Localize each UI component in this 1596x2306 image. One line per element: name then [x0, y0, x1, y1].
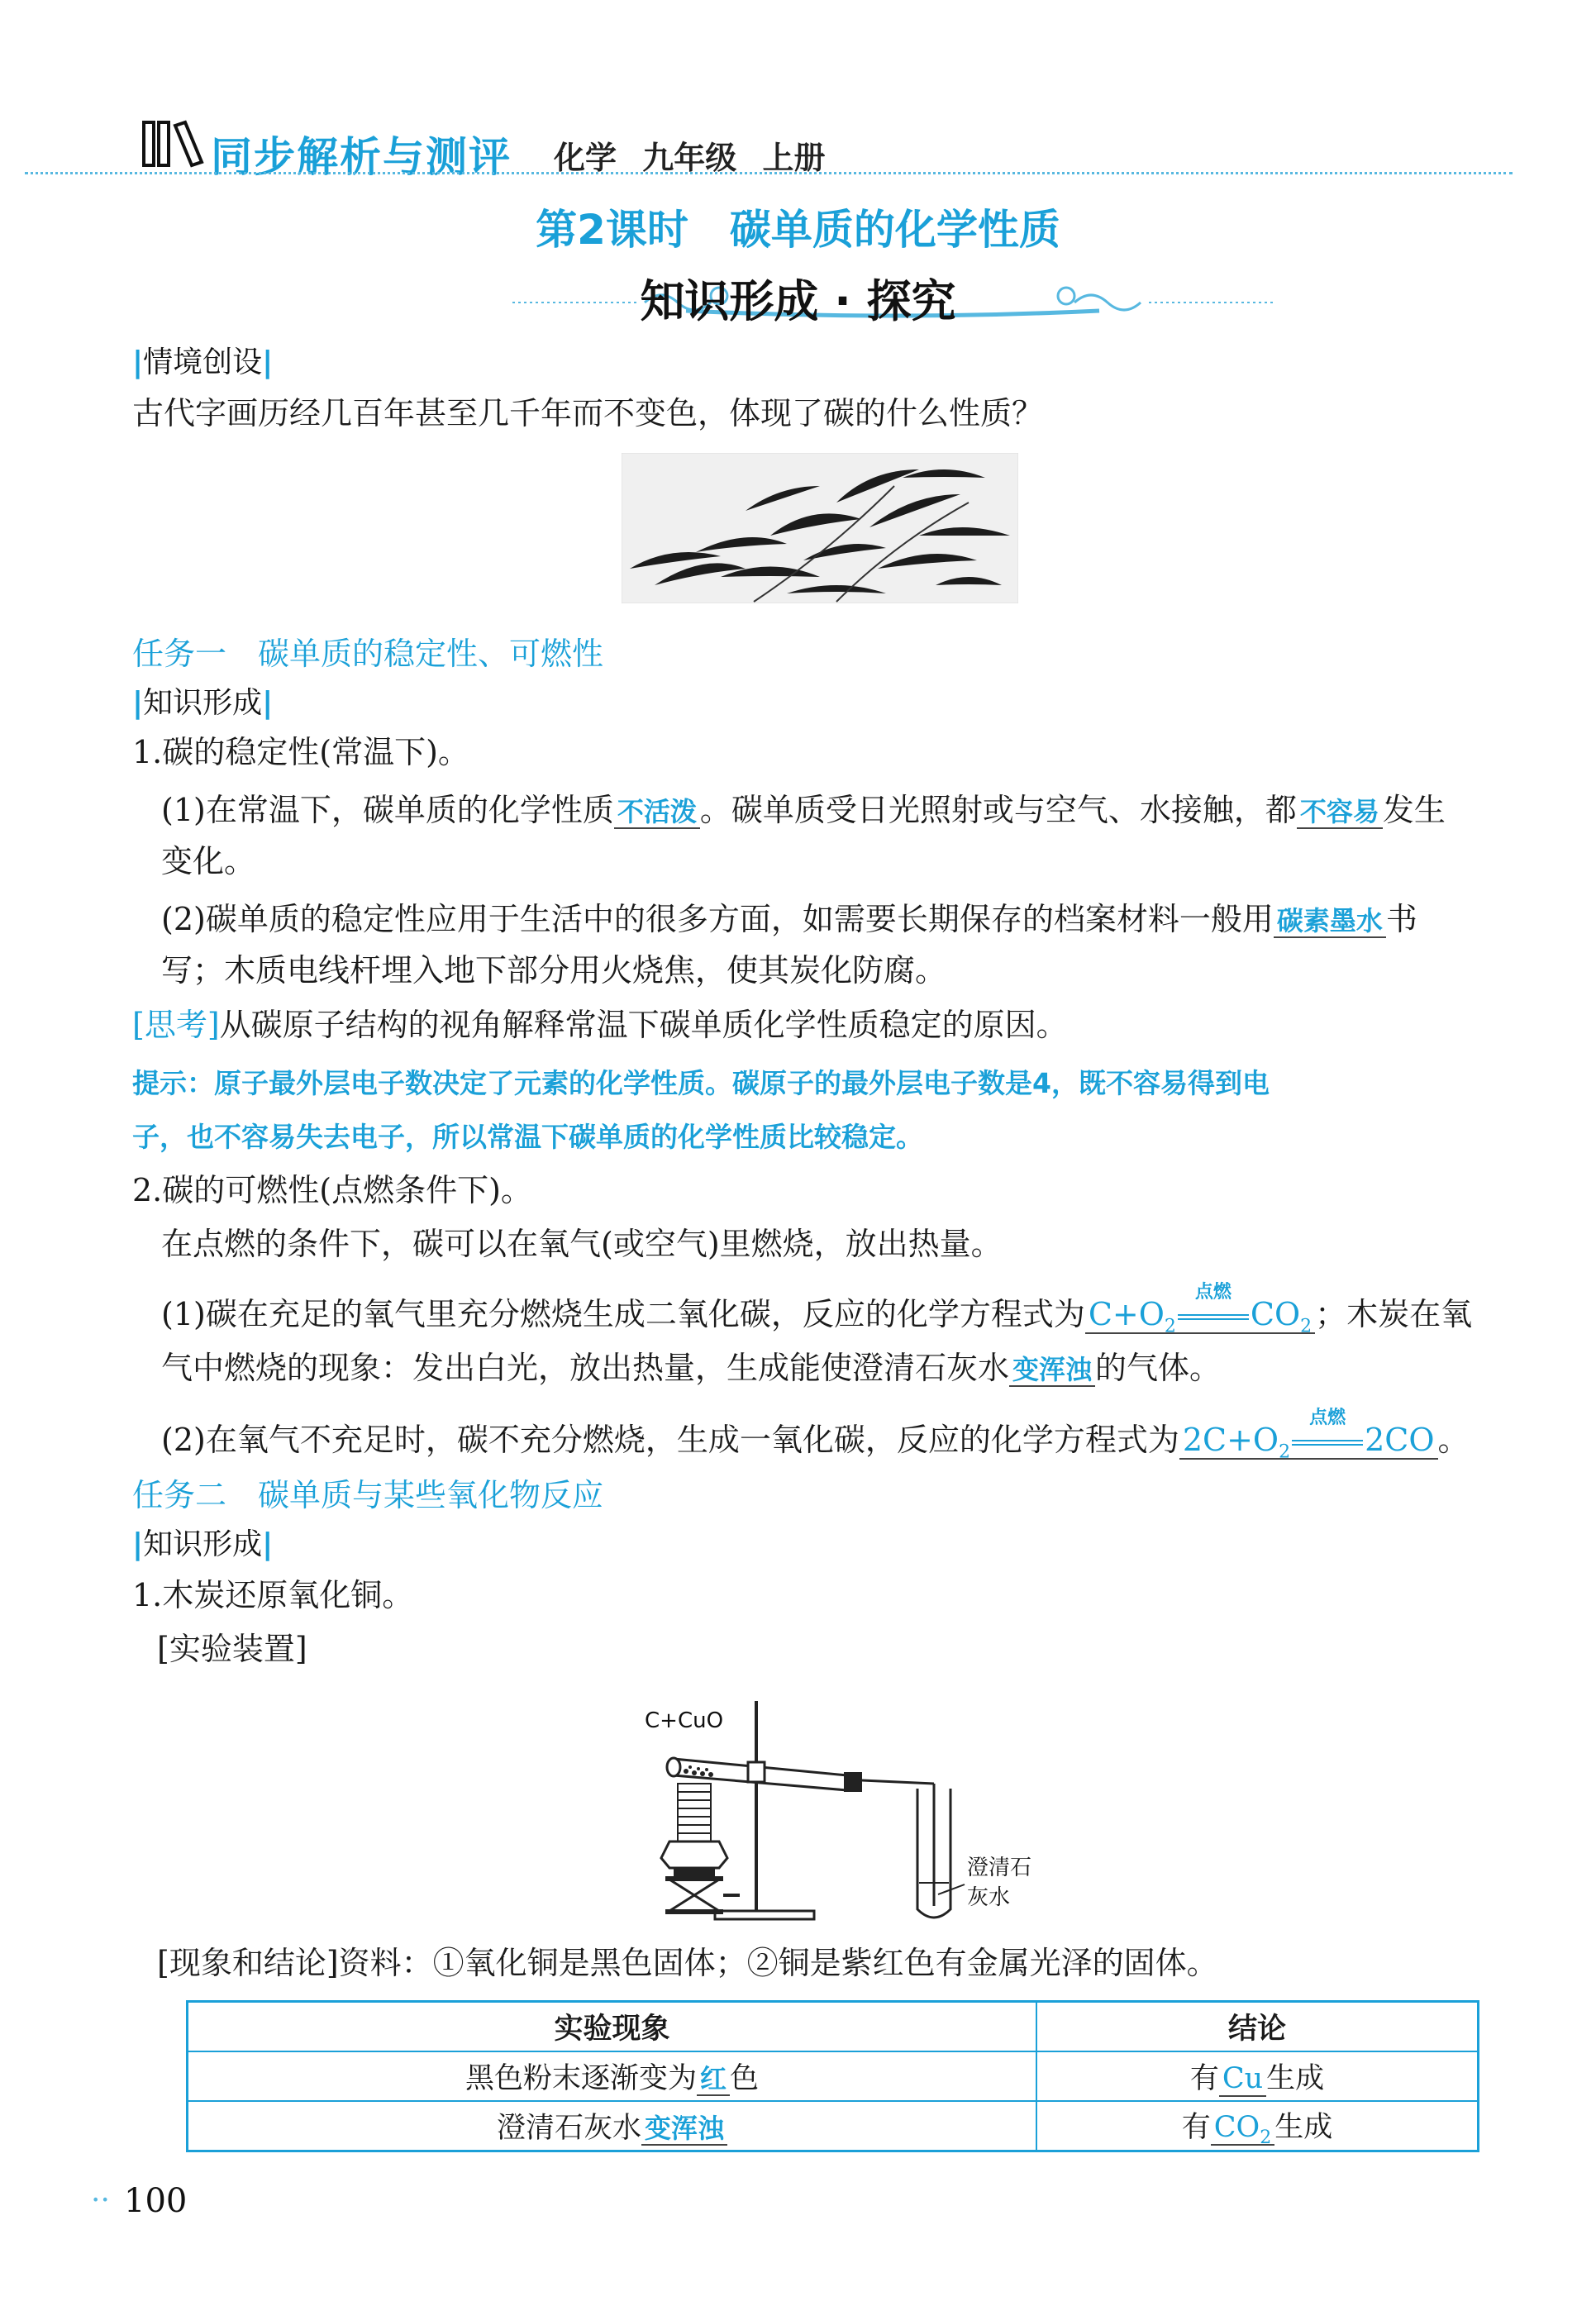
scenario-question: 古代字画历经几百年甚至几千年而不变色，体现了碳的什么性质？ [132, 395, 1044, 431]
reactants-label: C+CuO [645, 1708, 724, 1733]
combustion-para1-line2: 气中燃烧的现象：发出白光，放出热量，生成能使澄清石灰水 变浑浊 的气体。 [161, 1350, 1222, 1386]
answer-blank: Cu [1219, 2062, 1266, 2097]
hint-line2: 子，也不容易失去电子，所以常温下碳单质的化学性质比较稳定。 [132, 1121, 923, 1153]
equation-complete-combustion: $C+O_2$ 点燃 $CO_2$ [1085, 1296, 1315, 1334]
task2-tag: |知识形成| [132, 1527, 274, 1561]
table-cell-conclusion: 有 $CO_2$ 生成 [1036, 2101, 1478, 2151]
table-row [188, 2051, 1479, 2101]
task1-title: 任务一 碳单质的稳定性、可燃性 [132, 636, 604, 672]
answer-blank: 不容易 [1297, 796, 1383, 829]
answer-blank: $CO_2$ [1211, 2111, 1274, 2146]
scenario-tag: |情境创设| [132, 345, 274, 379]
header-divider [25, 172, 1513, 174]
lesson-title: 第2课时 碳单质的化学性质 [536, 206, 1060, 254]
combustion-para1-line1: (1)碳在充足的氧气里充分燃烧生成二氧化碳，反应的化学方程式为 $C+O_2$ 点燃 $CO_2$ ；木炭在氧 [161, 1282, 1473, 1337]
stability-para2-line1: (2)碳单质的稳定性应用于生活中的很多方面，如需要长期保存的档案材料一般用 碳素墨水 书 [161, 901, 1417, 937]
phenomenon-intro: [现象和结论]资料：①氧化铜是黑色固体；②铜是紫红色有金属光泽的固体。 [157, 1945, 1218, 1981]
combustion-title: 2.碳的可燃性(点燃条件下)。 [132, 1172, 532, 1208]
results-table [186, 2000, 1479, 2152]
limewater-label-2: 灰水 [967, 1885, 1011, 1910]
answer-blank: 红 [697, 2063, 730, 2096]
combustion-intro: 在点燃的条件下，碳可以在氧气(或空气)里燃烧，放出热量。 [161, 1226, 1003, 1262]
page-number: 100 [124, 2182, 188, 2220]
table-cell-phenomenon: 澄清石灰水 变浑浊 [188, 2101, 1037, 2151]
table-header-row [188, 2002, 1479, 2052]
subject-info: 化学 九年级 上册 [554, 140, 826, 176]
think-tag: [思考] [132, 1007, 220, 1043]
answer-blank: 碳素墨水 [1274, 905, 1386, 938]
book-title: 同步解析与测评 [211, 133, 512, 181]
page-number-ornament: ·· [91, 2184, 110, 2218]
answer-blank: 变浑浊 [641, 2113, 727, 2146]
task2-title: 任务二 碳单质与某些氧化物反应 [132, 1477, 604, 1513]
table-cell-phenomenon: 黑色粉末逐渐变为 红 色 [188, 2051, 1037, 2101]
equation-incomplete-combustion: $2C+O_2$ 点燃 2CO [1179, 1422, 1438, 1460]
combustion-para2: (2)在氧气不充足时，碳不充分燃烧，生成一氧化碳，反应的化学方程式为 $2C+O_2$ 点燃 2CO 。 [161, 1408, 1470, 1463]
table-header-phenomenon: 实验现象 [188, 2002, 1037, 2052]
book-logo-icon [141, 116, 207, 169]
table-row [188, 2101, 1479, 2151]
answer-blank: 不活泼 [614, 796, 700, 829]
stability-para1-line2: 变化。 [161, 843, 256, 879]
stability-title: 1.碳的稳定性(常温下)。 [132, 734, 469, 770]
think-question: [思考]从碳原子结构的视角解释常温下碳单质化学性质稳定的原因。 [132, 1007, 1068, 1043]
stability-para2-line2: 写；木质电线杆埋入地下部分用火烧焦，使其炭化防腐。 [161, 952, 947, 989]
limewater-label-1: 澄清石 [967, 1856, 1032, 1880]
section-banner: 知识形成 · 探究 [640, 275, 956, 327]
apparatus-tag: [实验装置] [157, 1631, 307, 1667]
answer-blank: 变浑浊 [1009, 1354, 1095, 1387]
experiment-apparatus-diagram [641, 1693, 1070, 1932]
table-header-conclusion: 结论 [1036, 2002, 1478, 2052]
reduction-title: 1.木炭还原氧化铜。 [132, 1577, 414, 1613]
hint-line1: 提示：原子最外层电子数决定了元素的化学性质。碳原子的最外层电子数是4，既不容易得到电 [132, 1067, 1270, 1099]
table-cell-conclusion: 有 Cu 生成 [1036, 2051, 1478, 2101]
stability-para1-line1: (1)在常温下，碳单质的化学性质 不活泼 。碳单质受日光照射或与空气、水接触，都 不容易 发生 [161, 792, 1446, 828]
task1-tag: |知识形成| [132, 686, 274, 720]
bamboo-painting-image [622, 453, 1018, 603]
